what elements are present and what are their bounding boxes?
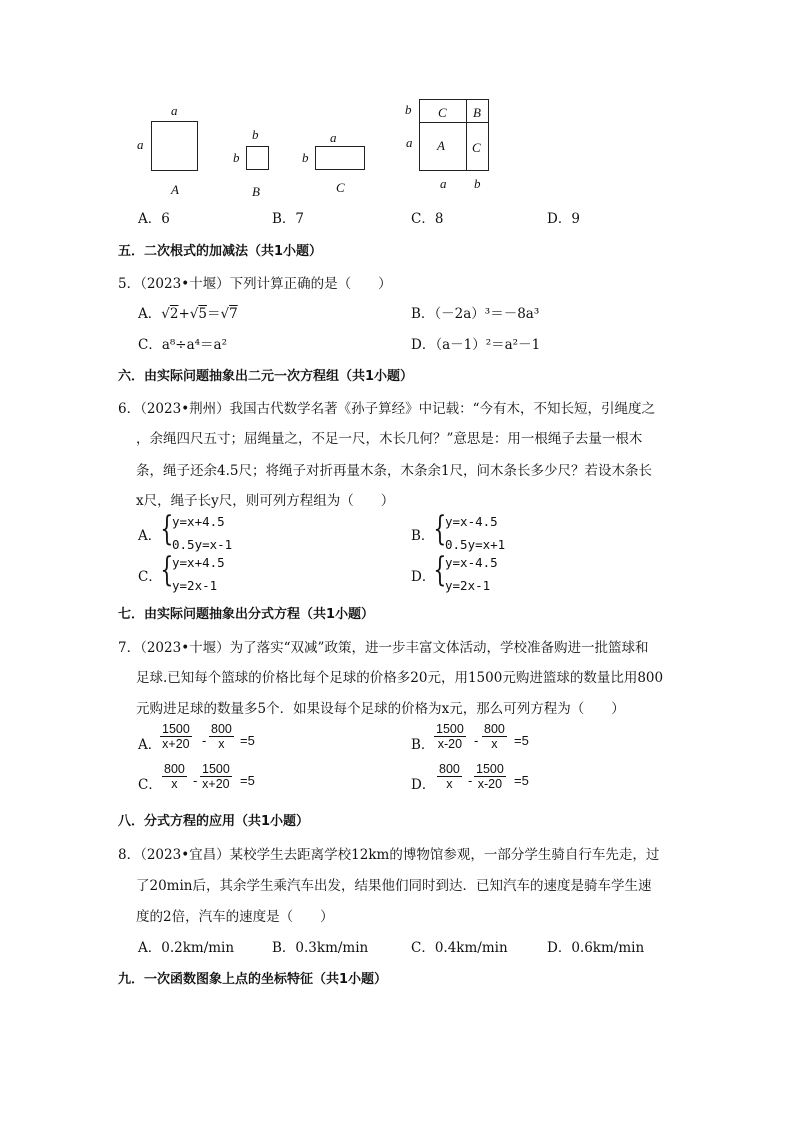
shape-a-side-label: a bbox=[137, 137, 144, 152]
q7-c-rhs: =5 bbox=[240, 773, 255, 788]
q7-b-fraction-2 bbox=[482, 722, 507, 751]
composite-left-a: a bbox=[406, 135, 413, 150]
composite-vertical-divider bbox=[466, 99, 467, 171]
q7-b-fraction-1 bbox=[434, 722, 466, 751]
q7-d-num-1: 800 bbox=[439, 762, 460, 776]
q7-line-3: 元购进足球的数量多5个．如果设每个足球的价格为x元，那么可列方程为（ ） bbox=[136, 701, 625, 717]
q6-option-b-label: B． bbox=[411, 528, 435, 544]
q5-a-radicand-2: 5 bbox=[198, 306, 207, 322]
q7-line-1: 7．（2023•十堰）为了落实“双减”政策，进一步丰富文体活动，学校准备购进一批篮球和 bbox=[118, 640, 649, 656]
q5-option-c[interactable]: C．a⁸÷a⁴＝a² bbox=[138, 337, 228, 353]
shape-c-top-label: a bbox=[330, 130, 337, 145]
brace-icon: { bbox=[160, 550, 174, 590]
q7-c-fraction-1 bbox=[162, 762, 187, 791]
q7-c-fraction-2 bbox=[200, 762, 232, 791]
composite-cell-top-left: C bbox=[438, 105, 447, 120]
q7-c-den-2: x+20 bbox=[200, 776, 232, 791]
q5-option-a[interactable] bbox=[138, 302, 238, 322]
q7-c-den-1: x bbox=[162, 776, 187, 791]
composite-left-b: b bbox=[405, 102, 412, 117]
q7-d-fraction-1 bbox=[437, 762, 462, 791]
q8-line-2: 了20min后，其余学生乘汽车出发，结果他们同时到达．已知汽车的速度是骑车学生速 bbox=[136, 878, 652, 894]
q7-d-fraction-2 bbox=[474, 762, 506, 791]
q7-a-den-2: x bbox=[209, 736, 234, 751]
q4-option-d[interactable]: D．9 bbox=[547, 211, 580, 227]
q8-line-1: 8．（2023•宜昌）某校学生去距离学校12km的博物馆参观，一部分学生骑自行车先走，过 bbox=[118, 847, 660, 863]
q7-b-operator: - bbox=[474, 733, 479, 748]
q7-b-num-2: 800 bbox=[484, 722, 505, 736]
q7-a-num-2: 800 bbox=[211, 722, 232, 736]
sqrt-icon: √ bbox=[220, 306, 230, 322]
q8-line-3: 度的2倍，汽车的速度是（ ） bbox=[136, 909, 334, 925]
composite-bottom-b: b bbox=[474, 176, 481, 191]
q4-option-a[interactable]: A．6 bbox=[138, 211, 170, 227]
q6-b-eq-2: 0.5y=x+1 bbox=[445, 537, 506, 552]
composite-cell-bottom-right: C bbox=[472, 140, 481, 155]
sqrt-icon: √ bbox=[161, 306, 170, 322]
brace-icon: { bbox=[433, 509, 447, 549]
q7-c-num-2: 1500 bbox=[202, 762, 230, 776]
shape-b-square bbox=[246, 146, 269, 170]
q6-line-4: x尺，绳子长y尺，则可列方程组为（ ） bbox=[136, 493, 395, 509]
q7-d-rhs: =5 bbox=[514, 773, 529, 788]
q7-b-den-1: x-20 bbox=[434, 736, 466, 751]
q7-d-den-1: x bbox=[437, 776, 462, 791]
shape-a-caption: A bbox=[171, 182, 179, 197]
q8-option-a[interactable]: A．0.2km/min bbox=[138, 940, 235, 956]
section-8-heading: 八．分式方程的应用（共1小题） bbox=[118, 814, 310, 829]
q7-b-den-2: x bbox=[482, 736, 507, 751]
q7-option-a-label: A． bbox=[138, 737, 162, 753]
q7-option-d-label: D． bbox=[411, 777, 436, 793]
q7-line-2: 足球.已知每个篮球的价格比每个足球的价格多20元，用1500元购进篮球的数量比用800 bbox=[136, 670, 664, 686]
shape-b-side-label: b bbox=[233, 150, 240, 165]
q7-a-operator: - bbox=[202, 733, 207, 748]
q6-d-eq-2: y=2x-1 bbox=[445, 578, 491, 593]
q6-option-d-label: D． bbox=[411, 569, 436, 585]
q7-option-c-label: C． bbox=[138, 777, 162, 793]
q5-option-d[interactable]: D．（a－1）²＝a²－1 bbox=[411, 337, 541, 353]
q6-a-eq-1: y=x+4.5 bbox=[172, 514, 225, 529]
q7-b-num-1: 1500 bbox=[436, 722, 464, 736]
q7-a-fraction-2 bbox=[209, 722, 234, 751]
q6-b-eq-1: y=x-4.5 bbox=[445, 514, 498, 529]
q5-option-b[interactable]: B．（－2a）³＝－8a³ bbox=[411, 306, 540, 322]
q8-option-c[interactable]: C．0.4km/min bbox=[411, 940, 508, 956]
q7-a-num-1: 1500 bbox=[162, 722, 190, 736]
q7-d-num-2: 1500 bbox=[476, 762, 504, 776]
q6-line-2: ，余绳四尺五寸；屈绳量之，不足一尺，木长几何？”意思是：用一根绳子去量一根木 bbox=[136, 431, 643, 447]
q5-option-a-label: A． bbox=[138, 306, 162, 322]
section-5-heading: 五．二次根式的加减法（共1小题） bbox=[118, 244, 323, 259]
section-6-heading: 六．由实际问题抽象出二元一次方程组（共1小题） bbox=[118, 369, 414, 384]
q7-c-num-1: 800 bbox=[164, 762, 185, 776]
q6-option-a-label: A． bbox=[138, 528, 162, 544]
q5-a-plus: + bbox=[178, 306, 190, 322]
shape-c-caption: C bbox=[336, 180, 345, 195]
q7-d-den-2: x-20 bbox=[474, 776, 506, 791]
brace-icon: { bbox=[160, 509, 174, 549]
q4-option-b[interactable]: B．7 bbox=[272, 211, 305, 227]
shape-a-top-label: a bbox=[171, 103, 178, 118]
q4-option-c[interactable]: C．8 bbox=[411, 211, 444, 227]
shape-a-square bbox=[151, 121, 198, 171]
q5-a-radicand-1: 2 bbox=[169, 306, 179, 322]
q6-c-eq-1: y=x+4.5 bbox=[172, 555, 225, 570]
composite-horizontal-divider bbox=[419, 122, 489, 123]
section-9-heading: 九．一次函数图象上点的坐标特征（共1小题） bbox=[118, 972, 388, 987]
q5-a-radicand-3: 7 bbox=[229, 306, 238, 322]
q7-d-operator: - bbox=[468, 773, 473, 788]
shape-b-top-label: b bbox=[252, 127, 259, 142]
composite-cell-top-right: B bbox=[473, 105, 481, 120]
q7-a-fraction-1 bbox=[160, 722, 192, 751]
q5-a-equals: ＝ bbox=[206, 306, 221, 322]
shape-b-caption: B bbox=[252, 184, 260, 199]
composite-bottom-a: a bbox=[440, 176, 447, 191]
brace-icon: { bbox=[433, 550, 447, 590]
q5-stem: 5．（2023•十堰）下列计算正确的是（ ） bbox=[118, 276, 392, 292]
q6-c-eq-2: y=2x-1 bbox=[172, 578, 218, 593]
q7-a-den-1: x+20 bbox=[160, 736, 192, 751]
q6-a-eq-2: 0.5y=x-1 bbox=[172, 537, 233, 552]
q6-d-eq-1: y=x-4.5 bbox=[445, 555, 498, 570]
q8-option-d[interactable]: D．0.6km/min bbox=[547, 940, 645, 956]
q6-line-1: 6．（2023•荆州）我国古代数学名著《孙子算经》中记载：“今有木，不知长短，引绳度之 bbox=[118, 401, 656, 417]
q6-line-3: 条，绳子还余4.5尺；将绳子对折再量木条，木条余1尺，问木条长多少尺？若设木条长 bbox=[136, 463, 653, 479]
shape-c-rectangle bbox=[315, 146, 365, 170]
q7-b-rhs: =5 bbox=[514, 733, 529, 748]
q6-option-c-label: C． bbox=[138, 569, 162, 585]
q8-option-b[interactable]: B．0.3km/min bbox=[272, 940, 369, 956]
q7-a-rhs: =5 bbox=[240, 733, 255, 748]
composite-cell-bottom-left: A bbox=[437, 138, 445, 153]
shape-c-side-label: b bbox=[302, 150, 309, 165]
sqrt-icon: √ bbox=[189, 306, 199, 322]
section-7-heading: 七．由实际问题抽象出分式方程（共1小题） bbox=[118, 607, 375, 622]
q7-option-b-label: B． bbox=[411, 737, 435, 753]
q7-c-operator: - bbox=[193, 773, 198, 788]
